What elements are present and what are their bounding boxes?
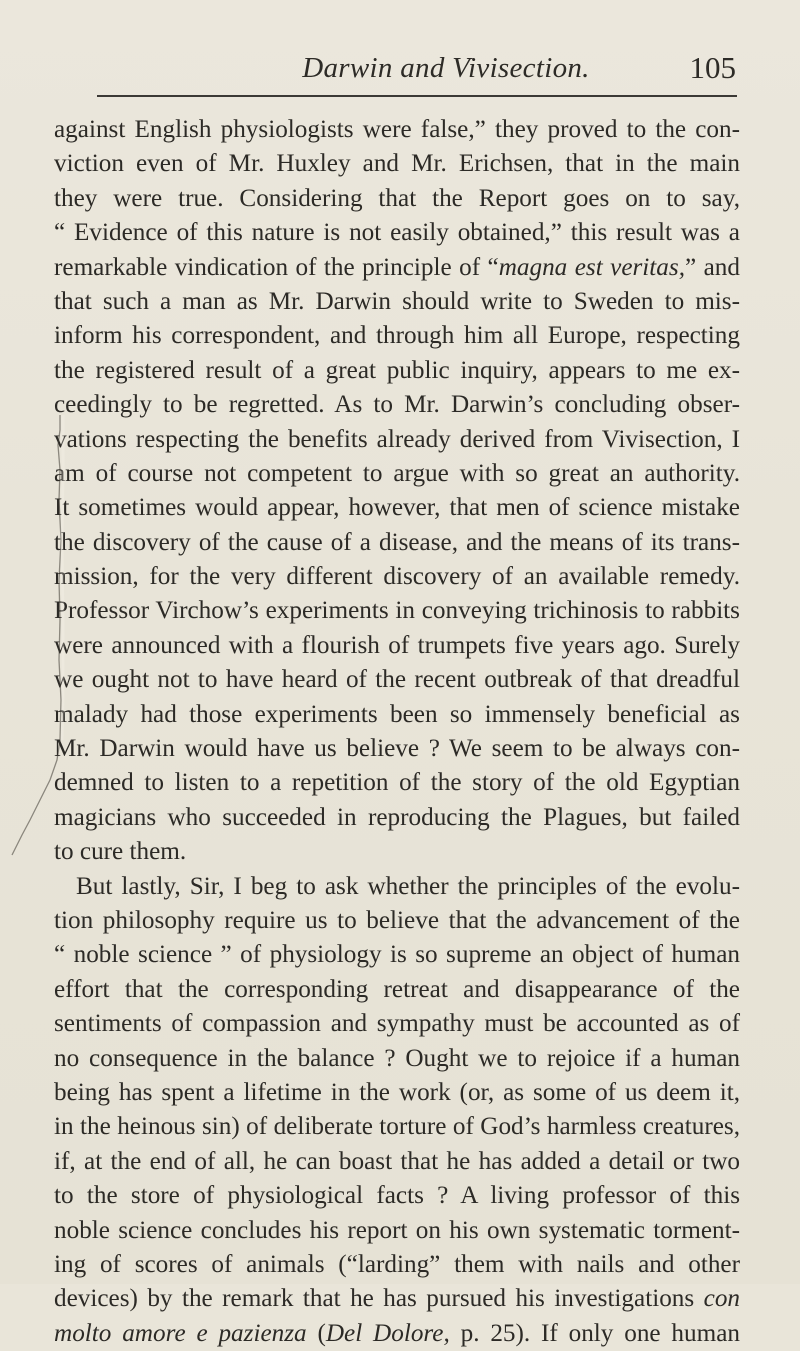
text-segment: (: [306, 1319, 326, 1347]
text-line: “ noble science ” of physiology is so supreme an object of human: [54, 941, 740, 969]
text-line: to cure them.: [54, 838, 187, 866]
text-line: “ Evidence of this nature is not easily obtained,” this result was a: [54, 219, 740, 247]
text-line: tion philosophy require us to believe that the advancement of the: [54, 906, 740, 934]
text-line: we ought not to have heard of the recent outbreak of that dreadful: [54, 666, 740, 694]
text-line: [54, 1282, 740, 1316]
text-line: Professor Virchow’s experiments in conveying trichinosis to rabbits: [54, 597, 740, 625]
text-line: demned to listen to a repetition of the story of the old Egyptian: [54, 769, 740, 797]
text-line: noble science concludes his report on his own systematic torment-: [54, 1216, 740, 1244]
text-segment: p. 25). If only one human: [449, 1319, 740, 1347]
italic-phrase: molto amore e pazienza: [54, 1319, 307, 1347]
text-line: am of course not competent to argue with so great an authority.: [54, 459, 740, 487]
italic-phrase: con: [703, 1285, 741, 1313]
text-line: ceedingly to be regretted. As to Mr. Darwin’s concluding obser-: [54, 391, 740, 419]
text-line: vations respecting the benefits already derived from Vivisection, I: [54, 425, 740, 453]
body-text: [54, 113, 740, 1351]
text-line: that such a man as Mr. Darwin should write to Sweden to mis-: [54, 287, 740, 315]
page-number: 105: [689, 50, 736, 85]
text-line: effort that the corresponding retreat and disappearance of the: [54, 975, 740, 1003]
text-line: the registered result of a great public inquiry, appears to me ex-: [54, 356, 740, 384]
text-line: [54, 1317, 740, 1351]
text-line: in the heinous sin) of deliberate torture of God’s harmless creatures,: [54, 1113, 740, 1141]
italic-phrase: Del Dolore,: [325, 1319, 450, 1347]
text-line: Mr. Darwin would have us believe ? We seem to be always con-: [54, 735, 740, 763]
text-segment: ” and: [685, 253, 740, 281]
text-segment: devices) by the remark that he has pursued his investigations: [54, 1285, 695, 1313]
text-line: malady had those experiments been so immensely beneficial as: [54, 700, 740, 728]
text-line: the discovery of the cause of a disease, and the means of its trans-: [54, 528, 740, 556]
italic-phrase: magna est veritas,: [498, 253, 685, 281]
text-line: magicians who succeeded in reproducing the Plagues, but failed: [54, 803, 740, 831]
text-line: It sometimes would appear, however, that men of science mistake: [54, 494, 740, 522]
text-segment: remarkable vindication of the principle of “: [54, 253, 499, 281]
header-rule: [97, 95, 737, 97]
text-line: mission, for the very different discovery of an available remedy.: [54, 563, 740, 591]
text-line: against English physiologists were false,” they proved to the con-: [54, 116, 740, 143]
text-line: viction even of Mr. Huxley and Mr. Erichsen, that in the main: [54, 150, 740, 178]
text-line: being has spent a lifetime in the work (or, as some of us deem it,: [54, 1078, 740, 1106]
text-line: no consequence in the balance ? Ought we to rejoice if a human: [54, 1044, 740, 1072]
running-head: [96, 48, 736, 88]
running-title: Darwin and Vivisection.: [302, 52, 590, 84]
text-line: they were true. Considering that the Report goes on to say,: [54, 184, 740, 212]
text-line: to the store of physiological facts ? A living professor of this: [54, 1182, 740, 1210]
text-line: if, at the end of all, he can boast that he has added a detail or two: [54, 1147, 740, 1175]
text-line: sentiments of compassion and sympathy must be accounted as of: [54, 1010, 740, 1038]
text-line: ing of scores of animals (“larding” them with nails and other: [54, 1250, 740, 1278]
text-line: were announced with a flourish of trumpets five years ago. Surely: [54, 631, 740, 659]
text-line: [54, 251, 740, 285]
text-line: inform his correspondent, and through him all Europe, respecting: [54, 322, 740, 350]
text-line: But lastly, Sir, I beg to ask whether the principles of the evolu-: [76, 872, 740, 900]
